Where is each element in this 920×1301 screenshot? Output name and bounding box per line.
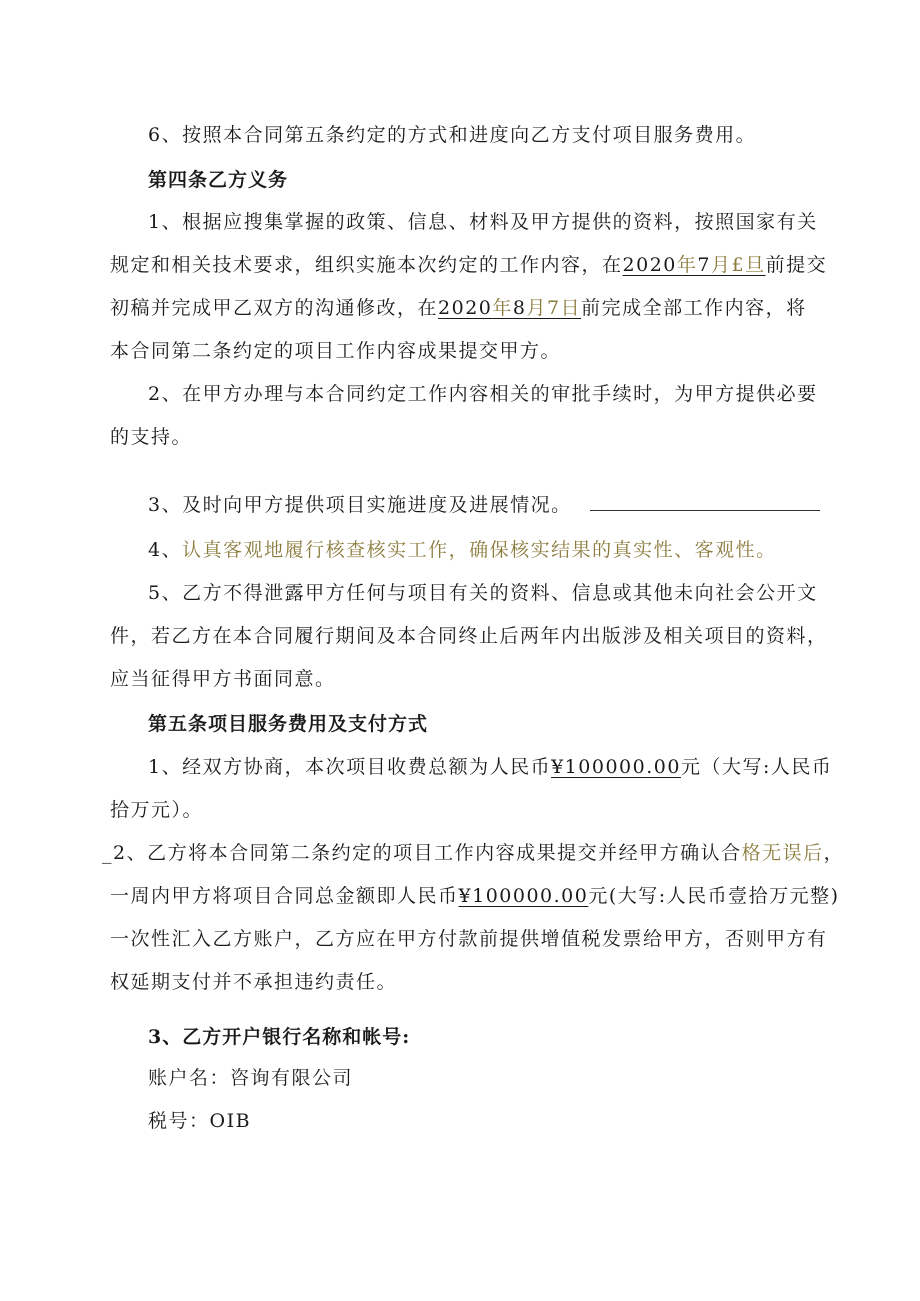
text-segment: 元(大写:人民币壹拾万元整) [588,885,840,907]
text-segment: 前提交 [765,254,828,276]
deadline-final-date: 2020年8月7日 [438,297,582,319]
article-4-item-1-line-2 [110,250,828,280]
blank-line [590,492,820,511]
article-4-item-2-line-2: 的支持。 [110,426,193,448]
article-4-item-3 [148,490,848,520]
article-5-item-2-line-4: 权延期支付并不承担违约责任。 [110,971,398,993]
article-4-item-2-line-1: 2、在甲方办理与本合同约定工作内容相关的审批手续时，为甲方提供必要 [148,383,818,405]
highlighted-text: 格无误后 [741,842,824,864]
article-4-item-4 [148,535,848,565]
text-segment: ， [823,842,845,864]
text-segment: 1、经双方协商，本次项目收费总额为人民币 [148,756,552,778]
text-segment: 3、及时向甲方提供项目实施进度及进展情况。 [148,494,572,516]
text-segment: 元（大写:人民币 [680,756,833,778]
article-4-item-5-line-3: 应当征得甲方书面同意。 [110,668,336,690]
text-segment: 初稿并完成甲乙双方的沟通修改，在 [110,297,439,319]
article-5-item-2-line-2 [110,881,840,911]
article-5-item-1-line-2: 拾万元）。 [110,799,204,821]
article-4-item-1-line-4: 本合同第二条约定的项目工作内容成果提交甲方。 [110,340,562,362]
total-amount: ¥100000.00 [458,885,589,907]
text-segment: 规定和相关技术要求，组织实施本次约定的工作内容，在 [110,254,623,276]
article-5-item-3: 3、乙方开户银行名称和帐号: [148,1026,411,1048]
article-4-item-1-line-1: 1、根据应搜集掌握的政策、信息、材料及甲方提供的资料，按照国家有关 [148,211,818,233]
highlighted-text: 认真客观地履行核查核实工作，确保核实结果的真实性、客观性。 [182,539,777,561]
article-4-item-5-line-1: 5、乙方不得泄露甲方任何与项目有关的资料、信息或其他未向社会公开文 [148,582,818,604]
article-5-heading: 第五条项目服务费用及支付方式 [148,713,429,735]
text-segment: 前完成全部工作内容，将 [581,297,807,319]
tax-number: 税号：OIB [148,1110,252,1132]
fee-amount: ¥100000.00 [551,756,681,778]
clause-3-item-6: 6、按照本合同第五条约定的方式和进度向乙方支付项目服务费用。 [148,124,757,146]
text-segment: _2、乙方将本合同第二条约定的项目工作内容成果提交并经甲方确认合 [102,842,742,864]
article-4-heading: 第四条乙方义务 [148,169,289,191]
deadline-draft-date: 2020年7月£旦 [622,254,766,276]
article-4-item-5-line-2: 件，若乙方在本合同履行期间及本合同终止后两年内出版涉及相关项目的资料， [110,625,828,647]
article-5-item-1-line-1 [148,752,848,782]
article-5-item-2-line-1 [102,838,845,868]
account-name: 账户名：咨询有限公司 [148,1067,354,1089]
article-5-item-2-line-3: 一次性汇入乙方账户，乙方应在甲方付款前提供增值税发票给甲方，否则甲方有 [110,928,828,950]
article-4-item-1-line-3 [110,293,810,323]
text-segment: 4、 [148,539,183,561]
text-segment: 一周内甲方将项目合同总金额即人民币 [110,885,459,907]
